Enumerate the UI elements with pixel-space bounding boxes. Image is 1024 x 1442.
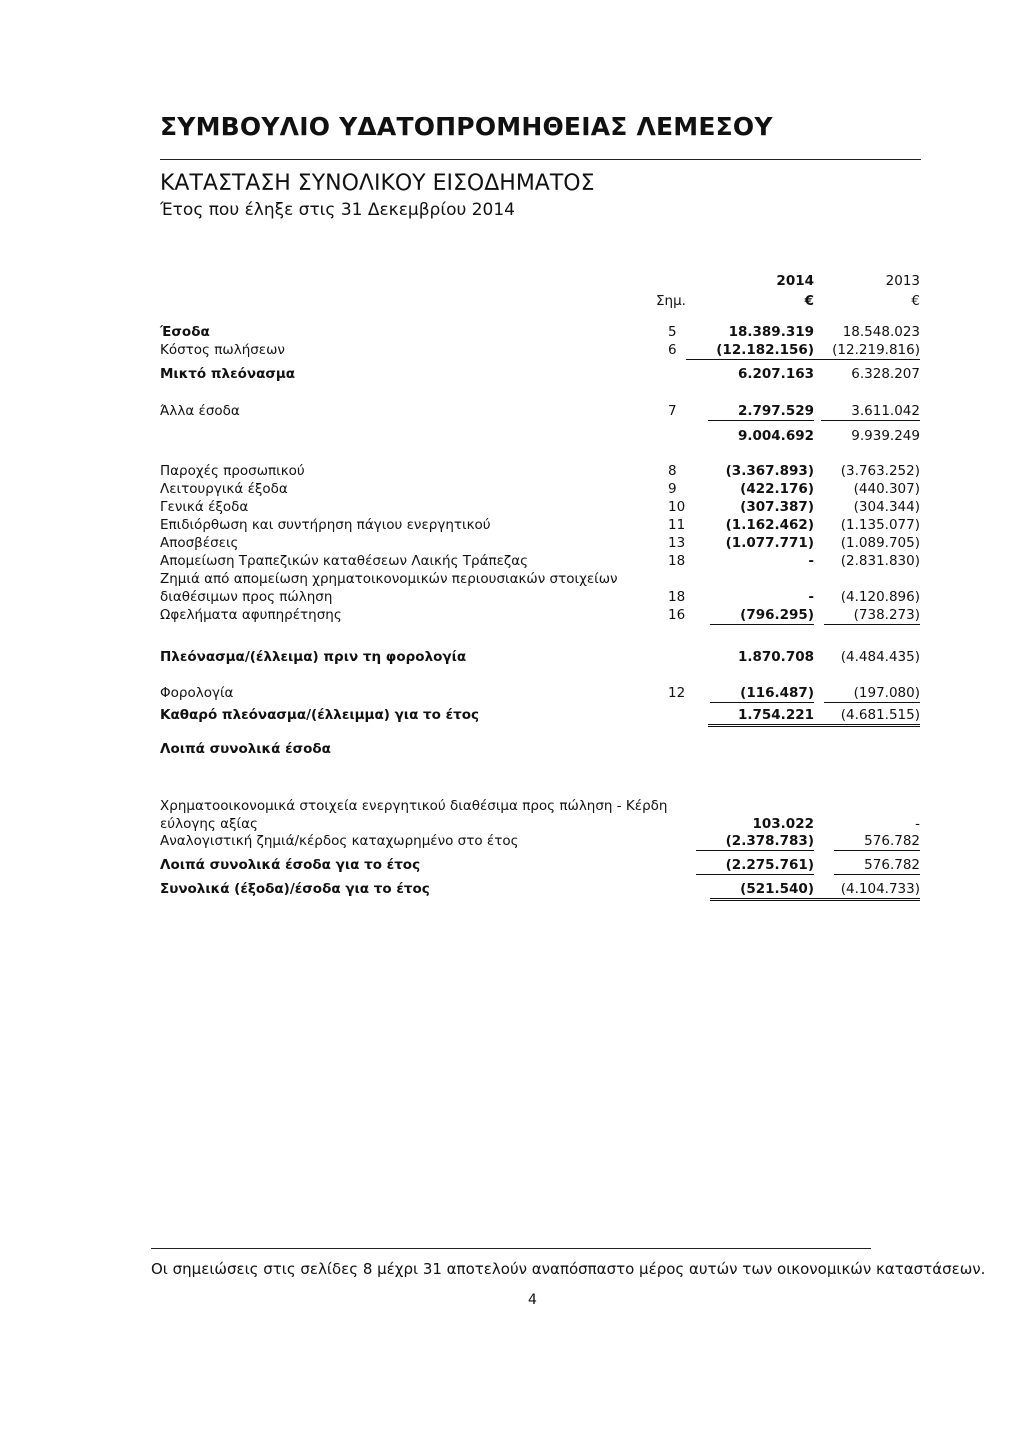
row-value-2013: (12.219.816) (802, 341, 920, 360)
row-value-2013: - (915, 816, 920, 832)
row-label: Συνολικά (έξοδα)/έσοδα για το έτος (160, 881, 430, 897)
row-value-2013: 6.328.207 (851, 366, 920, 382)
row-value-2014: - (808, 589, 814, 605)
statement-row-revenue (0, 323, 1024, 341)
statement-row-other-income (0, 402, 1024, 420)
row-label: Λειτουργικά έξοδα (160, 481, 288, 497)
column-header-years (0, 272, 1024, 290)
row-note: 8 (668, 463, 677, 479)
row-value-2013: 576.782 (834, 856, 920, 875)
row-value-2013: (4.104.733) (811, 880, 920, 901)
note-column-header: Σημ. (656, 293, 686, 309)
year-current-header: 2014 (776, 273, 814, 289)
row-value-2013: (1.135.077) (840, 517, 920, 533)
row-note: 18 (668, 589, 686, 605)
statement-row-subtotal (0, 427, 1024, 445)
row-label: Κόστος πωλήσεων (160, 342, 285, 358)
row-value-2013: (2.831.830) (840, 553, 920, 569)
row-value-2014: 6.207.163 (737, 366, 814, 382)
statement-row-afs-fair-value-line1 (0, 797, 1024, 815)
section-heading-other-comprehensive-income (0, 740, 1024, 758)
row-value-2014: - (808, 553, 814, 569)
currency-current-header: € (804, 293, 814, 309)
row-value-2014: (422.176) (740, 481, 814, 497)
row-label: Ζημιά από απομείωση χρηματοικονομικών περιουσιακών στοιχείων (160, 571, 618, 587)
statement-row-general-expenses (0, 498, 1024, 516)
row-value-2013: (1.089.705) (840, 535, 920, 551)
row-label: Απομείωση Τραπεζικών καταθέσεων Λαικής Τράπεζας (160, 553, 529, 569)
row-label: Άλλα έσοδα (160, 403, 240, 419)
row-label: Επιδιόρθωση και συντήρηση πάγιου ενεργητικού (160, 517, 491, 533)
row-label: εύλογης αξίας (160, 816, 258, 832)
row-value-2014: (521.540) (710, 880, 814, 901)
row-label: Χρηματοοικονομικά στοιχεία ενεργητικού διαθέσιμα προς πώληση - Κέρδη (160, 798, 668, 814)
row-value-2014: (796.295) (710, 606, 814, 625)
statement-row-afs-impairment-line1 (0, 570, 1024, 588)
row-value-2013: 9.939.249 (851, 428, 920, 444)
row-label: Αναλογιστική ζημιά/κέρδος καταχωρημένο στο έτος (160, 833, 519, 849)
statement-row-operating-expenses (0, 480, 1024, 498)
page-number: 4 (528, 1292, 537, 1308)
row-value-2014: (307.387) (740, 499, 814, 515)
row-value-2013: (197.080) (824, 684, 920, 703)
row-value-2014: (1.077.771) (725, 535, 814, 551)
row-value-2014: (12.182.156) (686, 341, 814, 360)
row-label: Καθαρό πλεόνασμα/(έλλειμμα) για το έτος (160, 707, 480, 723)
statement-row-afs-impairment (0, 588, 1024, 606)
row-value-2013: (440.307) (853, 481, 920, 497)
row-value-2013: (4.120.896) (840, 589, 920, 605)
row-value-2013: (4.681.515) (811, 706, 920, 727)
row-value-2014: 1.870.708 (737, 649, 814, 665)
row-note: 13 (668, 535, 686, 551)
row-note: 6 (668, 342, 677, 358)
statement-row-actuarial (0, 832, 1024, 850)
statement-row-afs-fair-value (0, 815, 1024, 833)
row-label: Λοιπά συνολικά έσοδα (160, 741, 331, 757)
row-value-2013: 576.782 (834, 832, 920, 851)
row-value-2014: (2.378.783) (696, 832, 814, 851)
row-label: Γενικά έξοδα (160, 499, 249, 515)
statement-row-total-comprehensive (0, 880, 1024, 898)
row-value-2013: 18.548.023 (842, 324, 920, 340)
statement-row-bank-impairment (0, 552, 1024, 570)
row-label: Λοιπά συνολικά έσοδα για το έτος (160, 857, 421, 873)
row-label: Ωφελήματα αφυπηρέτησης (160, 607, 342, 623)
row-note: 16 (668, 607, 686, 623)
row-value-2014: 9.004.692 (737, 428, 814, 444)
row-label: Παροχές προσωπικού (160, 463, 305, 479)
row-note: 7 (668, 403, 677, 419)
row-label: Πλεόνασμα/(έλλειμα) πριν τη φορολογία (160, 649, 467, 665)
organization-title: ΣΥΜΒΟΥΛΙΟ ΥΔΑΤΟΠΡΟΜΗΘΕΙΑΣ ΛΕΜΕΣΟΥ (160, 112, 773, 141)
statement-period: Έτος που έληξε στις 31 Δεκεμβρίου 2014 (160, 200, 515, 220)
statement-row-retirement-benefits (0, 606, 1024, 624)
row-label: Έσοδα (160, 324, 210, 340)
row-value-2014: 18.389.319 (728, 324, 814, 340)
row-value-2014: 103.022 (752, 816, 814, 832)
row-value-2013: (3.763.252) (840, 463, 920, 479)
footer-divider (151, 1248, 871, 1249)
statement-row-taxation (0, 684, 1024, 702)
statement-title: ΚΑΤΑΣΤΑΣΗ ΣΥΝΟΛΙΚΟΥ ΕΙΣΟΔΗΜΑΤΟΣ (160, 171, 595, 196)
currency-prior-header: € (911, 293, 920, 309)
row-value-2014: (3.367.893) (725, 463, 814, 479)
row-note: 10 (668, 499, 686, 515)
year-prior-header: 2013 (885, 273, 920, 289)
row-note: 5 (668, 324, 677, 340)
statement-row-staff-benefits (0, 462, 1024, 480)
row-value-2013: (4.484.435) (840, 649, 920, 665)
statement-row-surplus-before-tax (0, 648, 1024, 666)
statement-row-depreciation (0, 534, 1024, 552)
row-value-2014: 1.754.221 (708, 706, 814, 727)
statement-row-oci-total (0, 856, 1024, 874)
row-value-2014: (2.275.761) (696, 856, 814, 875)
row-note: 11 (668, 517, 686, 533)
statement-row-gross-surplus (0, 365, 1024, 383)
row-value-2014: (116.487) (710, 684, 814, 703)
row-value-2013: (738.273) (824, 606, 920, 625)
statement-row-cost-of-sales (0, 341, 1024, 359)
row-value-2014: (1.162.462) (725, 517, 814, 533)
row-note: 12 (668, 685, 686, 701)
column-header-currency (0, 292, 1024, 310)
row-note: 18 (668, 553, 686, 569)
row-value-2014: 2.797.529 (708, 402, 814, 421)
statement-row-net-surplus (0, 706, 1024, 724)
row-value-2013: (304.344) (853, 499, 920, 515)
footer-note: Οι σημειώσεις στις σελίδες 8 μέχρι 31 αποτελούν αναπόσπαστο μέρος αυτών των οικονομικών καταστάσεων. (151, 1260, 986, 1278)
row-note: 9 (668, 481, 677, 497)
row-label: Αποσβέσεις (160, 535, 239, 551)
row-value-2013: 3.611.042 (821, 402, 920, 421)
title-divider (160, 159, 921, 160)
row-label: Φορολογία (160, 685, 234, 701)
row-label: Μικτό πλεόνασμα (160, 366, 296, 382)
statement-row-repairs-maintenance (0, 516, 1024, 534)
row-label: διαθέσιμων προς πώληση (160, 589, 333, 605)
